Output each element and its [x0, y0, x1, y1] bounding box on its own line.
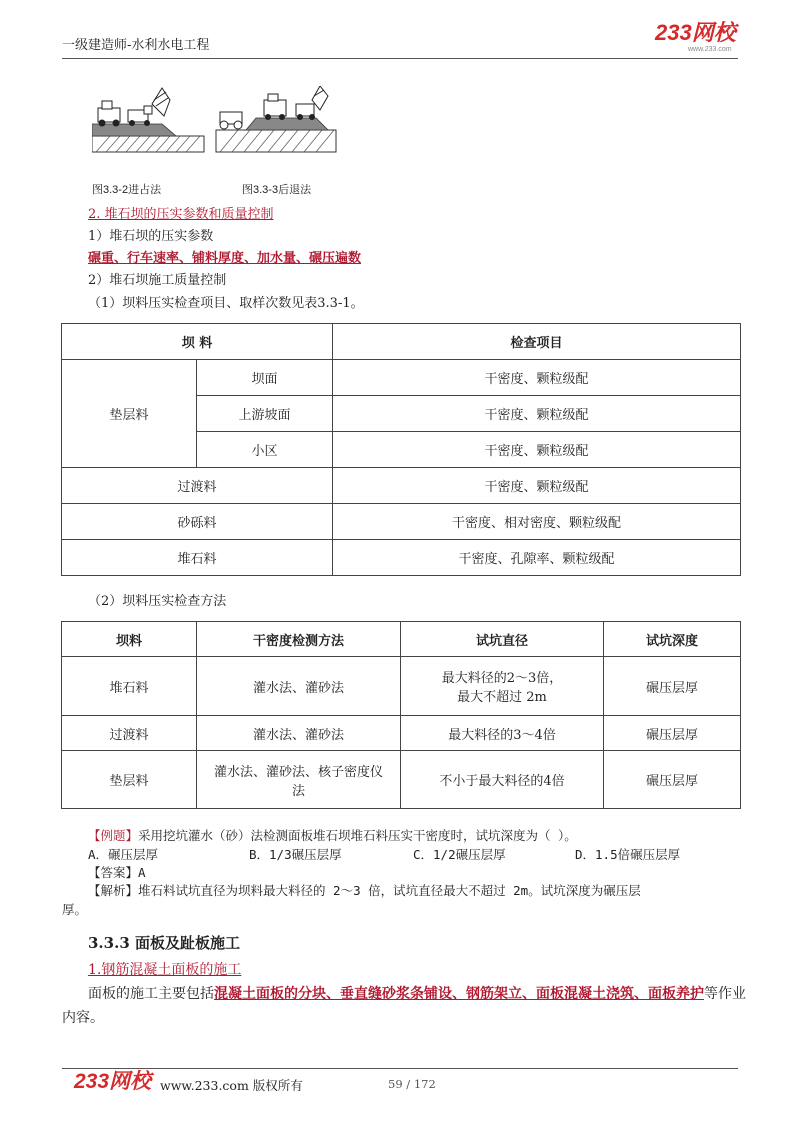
cell-sub-location: 小区: [197, 432, 333, 468]
footer-divider: [62, 1068, 738, 1069]
figure-caption-advance: 图3.3-2进占法: [92, 184, 162, 196]
cell-method-line: 法: [291, 783, 305, 799]
cell-items: 干密度、孔隙率、颗粒级配: [333, 540, 741, 576]
example-option-a: A．碾压层厚: [88, 847, 159, 862]
cell-material: 垫层料: [62, 751, 197, 809]
brand-logo-url: www.233.com: [688, 46, 732, 53]
compaction-params-list: 碾重、行车速率、铺料厚度、加水量、碾压遍数: [88, 251, 362, 266]
construction-method-figures: [92, 86, 340, 158]
item-inspection-items: （1）坝料压实检查项目、取样次数见表3.3-1。: [88, 296, 364, 311]
footer-copyright: www.233.com 版权所有: [160, 1078, 303, 1093]
subheading-compaction-params: 1）堆石坝的压实参数: [88, 229, 214, 244]
example-analysis-continued: 厚。: [62, 902, 88, 917]
example-analysis: [88, 881, 641, 899]
para-end: 等作业内容。: [62, 986, 746, 1026]
brand-logo: 233网校: [655, 20, 736, 45]
cell-cushion-material: 垫层料: [62, 360, 197, 468]
example-analysis-tag: 【解析】: [88, 883, 139, 898]
header-divider: [62, 58, 738, 59]
cell-items: 干密度、颗粒级配: [333, 468, 741, 504]
example-option-d: D．1.5倍碾压层厚: [575, 847, 681, 862]
section-title-face-slab: 3.3.3 面板及趾板施工: [88, 934, 240, 952]
cell-depth: 碾压层厚: [604, 716, 741, 751]
cell-diameter: 最大料径的3～4倍: [401, 716, 604, 751]
face-slab-paragraph: [62, 982, 752, 1030]
cell-method: 灌水法、灌砂法: [197, 657, 401, 716]
cell-material: 过渡料: [62, 468, 333, 504]
table-row: [62, 360, 741, 396]
table-row: [62, 751, 741, 809]
section-heading-compaction: 2. 堆石坝的压实参数和质量控制: [88, 207, 274, 222]
page-number: 59 / 172: [388, 1077, 436, 1091]
cell-sub-location: 坝面: [197, 360, 333, 396]
cell-material: 堆石料: [62, 657, 197, 716]
cell-sub-location: 上游坡面: [197, 396, 333, 432]
cell-method: [197, 751, 401, 809]
column-header-diameter: 试坑直径: [401, 622, 604, 657]
cell-items: 干密度、颗粒级配: [333, 396, 741, 432]
column-header-items: 检查项目: [333, 324, 741, 360]
table-row: [62, 540, 741, 576]
retreat-method-illustration: [216, 86, 336, 152]
example-question: [88, 826, 577, 844]
table-header-row: [62, 324, 741, 360]
inspection-methods-table: [61, 621, 741, 809]
cell-depth: 碾压层厚: [604, 751, 741, 809]
cell-items: 干密度、颗粒级配: [333, 360, 741, 396]
example-option-b: B．1/3碾压层厚: [249, 847, 342, 862]
cell-diameter: 不小于最大料径的4倍: [401, 751, 604, 809]
para-lead: 面板的施工主要包括: [88, 986, 214, 1002]
advance-method-illustration: [92, 88, 204, 152]
cell-method-line: 灌水法、灌砂法、核子密度仪: [213, 764, 383, 780]
cell-material: 堆石料: [62, 540, 333, 576]
inspection-items-table: [61, 323, 741, 576]
table-row: [62, 716, 741, 751]
cell-diameter-line: 最大不超过 2m: [457, 690, 547, 705]
cell-items: 干密度、颗粒级配: [333, 432, 741, 468]
cell-diameter-line: 最大料径的2～3倍，: [441, 671, 563, 686]
table-header-row: [62, 622, 741, 657]
para-highlight: 混凝土面板的分块、垂直缝砂浆条铺设、钢筋架立、面板混凝土浇筑、面板养护: [214, 986, 704, 1002]
column-header-method: 干密度检测方法: [197, 622, 401, 657]
cell-material: 砂砾料: [62, 504, 333, 540]
figure-caption-retreat: 图3.3-3后退法: [242, 184, 312, 196]
column-header-material: 坝料: [62, 622, 197, 657]
example-question-text: 采用挖坑灌水（砂）法检测面板堆石坝堆石料压实干密度时，试坑深度为（ ）。: [138, 828, 577, 843]
subheading-rc-face-slab: 1.钢筋混凝土面板的施工: [88, 962, 242, 978]
footer-brand-logo: 233网校: [74, 1070, 152, 1093]
example-option-c: C．1/2碾压层厚: [413, 847, 506, 862]
table-row: [62, 468, 741, 504]
column-header-material: 坝 料: [62, 324, 333, 360]
cell-method: 灌水法、灌砂法: [197, 716, 401, 751]
example-tag: 【例题】: [88, 828, 139, 843]
item-inspection-methods: （2）坝料压实检查方法: [88, 594, 227, 609]
table-row: [62, 657, 741, 716]
subheading-quality-control: 2）堆石坝施工质量控制: [88, 273, 227, 288]
example-analysis-text: 堆石料试坑直径为坝料最大料径的 2～3 倍，试坑直径最大不超过 2m。试坑深度为碾压层: [138, 883, 641, 898]
cell-items: 干密度、相对密度、颗粒级配: [333, 504, 741, 540]
document-header-title: 一级建造师-水利水电工程: [62, 38, 210, 53]
cell-material: 过渡料: [62, 716, 197, 751]
table-row: [62, 504, 741, 540]
example-answer: 【答案】A: [88, 865, 146, 880]
cell-depth: 碾压层厚: [604, 657, 741, 716]
cell-diameter: [401, 657, 604, 716]
column-header-depth: 试坑深度: [604, 622, 741, 657]
